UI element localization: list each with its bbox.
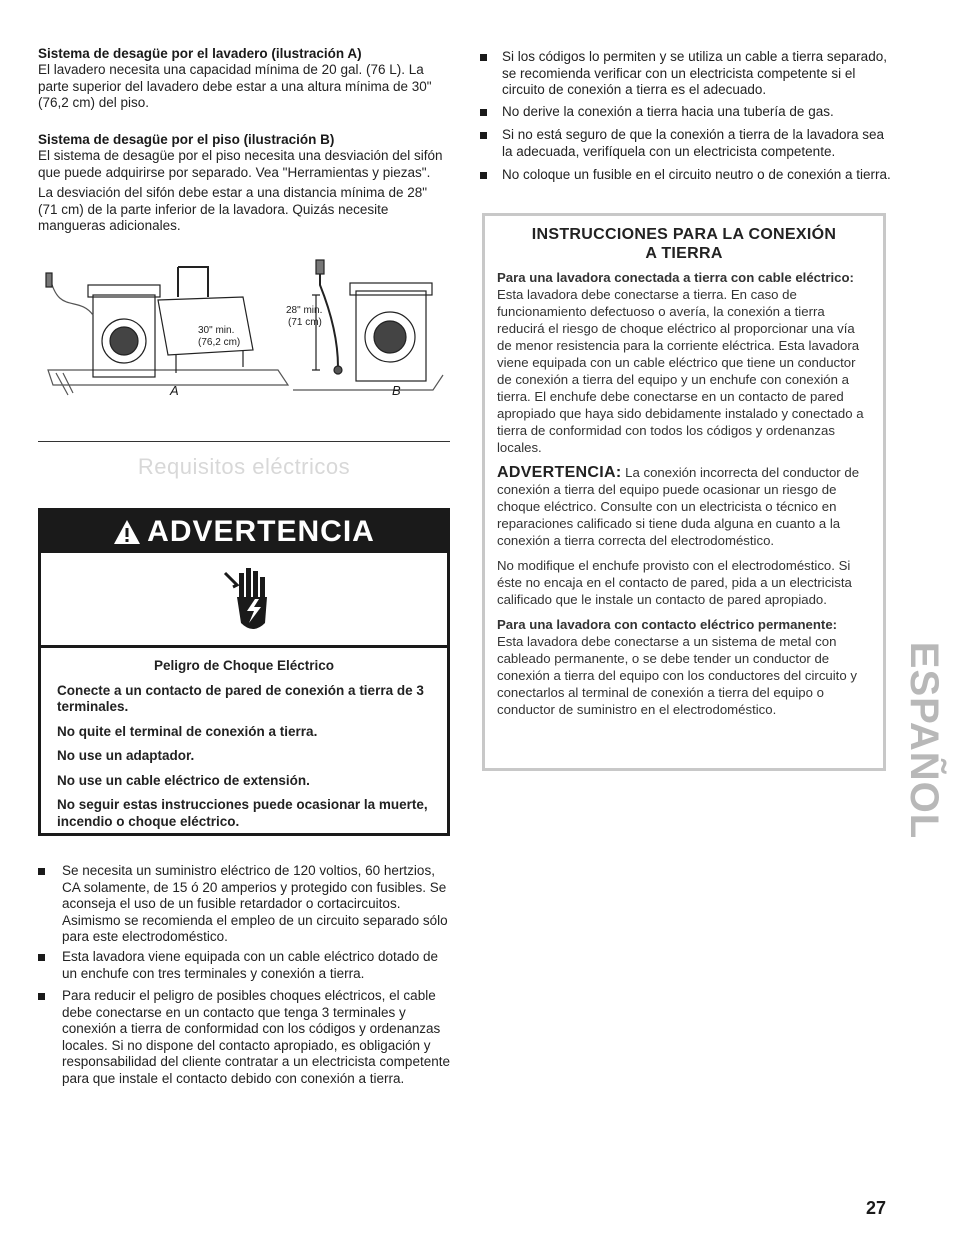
drain-illustrations: [38, 255, 450, 405]
cord-heading: Para una lavadora conectada a tierra con cable eléctrico:: [497, 270, 854, 285]
warning-header: [41, 511, 447, 553]
bullet-text: Esta lavadora viene equipada con un cable eléctrico dotado de un enchufe con tres terminales y conexión a tierra.: [62, 949, 439, 981]
figure-a-dimension: 30" min.: [198, 325, 235, 336]
warning-line-1: Conecte a un contacto de pared de conexión a tierra de 3 terminales.: [57, 682, 424, 714]
bullet-icon: [480, 109, 487, 116]
figure-b-label: B: [392, 383, 401, 398]
bullet-text: Para reducir el peligro de posibles choques eléctricos, el cable debe conectarse en un contacto que tenga 3 terminales y conexión a tierra de conformidad con los códigos y ordenanzas locales. Si no dispone del contacto apropiado, es obligación y responsabilidad del cliente contratar a un electricista competente para que instale el contacto debido con conexión a tierra.: [62, 988, 450, 1086]
section-a: [38, 45, 450, 112]
section-b-heading: Sistema de desagüe por el piso (ilustración B): [38, 132, 335, 147]
list-item: [38, 949, 450, 982]
bullet-icon: [38, 993, 45, 1000]
side-tab-label: ESPAÑOL: [902, 641, 947, 839]
list-item: [480, 127, 892, 160]
section-b-text-2: La desviación del sifón debe estar a una distancia mínima de 28" (71 cm) de la parte inferior de la lavadora. Quizás necesite mangueras adicionales.: [38, 185, 428, 234]
warning-line-3: No use un adaptador.: [57, 748, 195, 763]
figure-b-dimension-metric: (71 cm): [288, 317, 322, 328]
warning-title: ADVERTENCIA: [147, 515, 375, 548]
list-item: [480, 104, 892, 121]
bullet-icon: [480, 54, 487, 61]
warning-line-2: No quite el terminal de conexión a tierra.: [57, 723, 318, 739]
bullet-text: No coloque un fusible en el circuito neutro o de conexión a tierra.: [502, 167, 891, 182]
grounding-instructions-box: [482, 213, 886, 771]
section-divider: [38, 441, 450, 442]
bullet-icon: [480, 172, 487, 179]
warning-hazard: Peligro de Choque Eléctrico: [153, 658, 335, 673]
permanent-text: Esta lavadora debe conectarse a un sistema de metal con cableado permanente, o se debe tender un conductor de conexión a tierra del equipo con los conductores del circuito y conectarlos al terminal de conexión a tierra del equipo o conductor de suministro en el electrodoméstico.: [497, 634, 857, 717]
bullet-text: No derive la conexión a tierra hacia una tubería de gas.: [502, 104, 834, 119]
cord-text: Esta lavadora debe conectarse a tierra. En caso de funcionamiento defectuoso o avería, la conexión a tierra reducirá el riesgo de choque eléctrico al proporcionar una vía de menor resistencia para la corriente eléctrica. Esta lavadora viene equipada con un cable eléctrico que tiene un conductor de conexión a tierra del equipo y un enchufe con conexión a tierra. El enchufe debe conectarse en un contacto de pared apropiado que haya sido debidamente instalado y conectado a tierra de conformidad con todos los códigos y ordenanzas locales.: [497, 287, 864, 455]
language-side-tab: [902, 640, 947, 840]
section-title: Requisitos eléctricos: [137, 454, 351, 479]
figure-a-label: A: [170, 383, 179, 398]
page-number: 27: [866, 1198, 887, 1218]
permanent-heading: Para una lavadora con contacto eléctrico permanente:: [497, 617, 838, 632]
bullet-text: Si los códigos lo permiten y se utiliza un cable a tierra separado, se recomienda verificar con un electricista competente si el circuito de conexión a tierra es el adecuado.: [502, 49, 887, 98]
warning-line-4: No use un cable eléctrico de extensión.: [57, 772, 310, 788]
grounding-title-line-1: INSTRUCCIONES PARA LA CONEXIÓN: [531, 226, 837, 243]
advertencia-paragraph: [497, 464, 871, 549]
warning-box: [38, 508, 450, 836]
bullet-icon: [38, 868, 45, 875]
section-b: [38, 131, 450, 235]
warning-triangle-icon: [113, 519, 141, 545]
list-item: [38, 863, 450, 946]
advertencia-text: La conexión incorrecta del conductor de conexión a tierra del equipo puede ocasionar un riesgo de choque eléctrico. Consulte con un electricista o técnico en reparaciones calificado si tiene duda alguna en cuanto a la conexión a tierra correcta del electrodoméstico.: [497, 465, 860, 548]
grounding-title-line-2: A TIERRA: [645, 245, 723, 262]
warning-icon-area: [41, 553, 447, 648]
figure-a-dimension-metric: (76,2 cm): [198, 337, 241, 348]
electric-shock-icon: [223, 565, 273, 635]
bullet-icon: [38, 954, 45, 961]
section-b-text-1: El sistema de desagüe por el piso necesita una desviación del sifón que puede adquirirse por separado. Vea "Herramientas y piezas".: [38, 148, 443, 180]
bullet-text: Se necesita un suministro eléctrico de 120 voltios, 60 hertzios, CA solamente, de 15 ó 20 amperios y protegido con fusibles. Se aconseja el uso de un fusible retardador o cortacircuitos. Asimismo se recomienda el empleo de un circuito separado sólo para este electrodoméstico.: [62, 863, 448, 945]
bullet-icon: [480, 132, 487, 139]
list-item: [480, 49, 892, 99]
warning-line-5: No seguir estas instrucciones puede ocasionar la muerte, incendio o choque eléctrico.: [57, 797, 428, 829]
advertencia-label: ADVERTENCIA:: [497, 464, 622, 481]
list-item: [480, 167, 892, 184]
warning-body: [41, 648, 447, 830]
section-a-text: El lavadero necesita una capacidad mínima de 20 gal. (76 L). La parte superior del lavadero debe estar a una altura mínima de 30" (76,2 cm) del piso.: [38, 62, 432, 111]
bullet-text: Si no está seguro de que la conexión a tierra de la lavadora sea la adecuada, verifíquela con un electricista competente.: [502, 127, 885, 159]
modify-plug-text: No modifique el enchufe provisto con el electrodoméstico. Si éste no encaja en el contacto de pared, pida a un electricista calificado que le instale un contacto de pared apropiado.: [497, 558, 852, 607]
figure-b-dimension: 28" min.: [286, 305, 323, 316]
section-a-heading: Sistema de desagüe por el lavadero (ilustración A): [38, 46, 362, 61]
list-item: [38, 988, 450, 1088]
